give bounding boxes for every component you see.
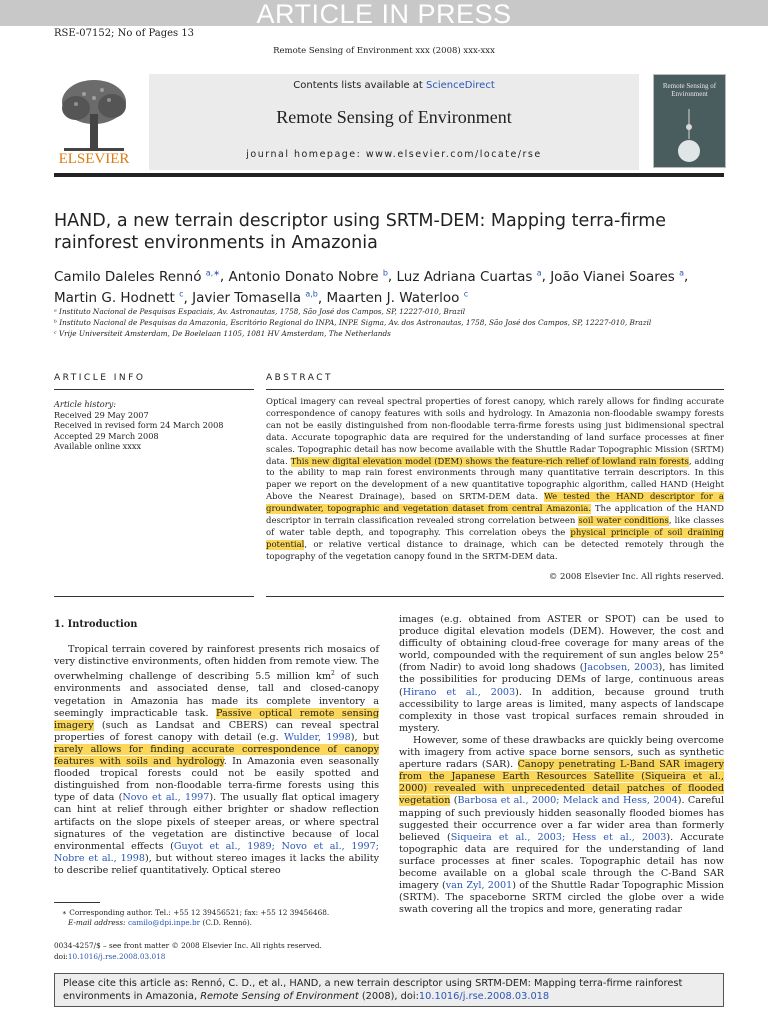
history-item: Received 29 May 2007 xyxy=(54,409,149,420)
cite-doi-link[interactable]: 10.1016/j.rse.2008.03.018 xyxy=(418,991,550,1002)
journal-cover-thumbnail[interactable] xyxy=(653,74,726,168)
contents-prefix: Contents lists available at xyxy=(293,80,427,91)
history-item: Available online xxxx xyxy=(54,441,142,452)
highlight[interactable]: physical principle of soil draining potential xyxy=(266,527,724,550)
email-link[interactable]: camilo@dpi.inpe.br xyxy=(127,918,201,927)
citation-link[interactable]: Siqueira et al., 2003; Hess et al., 2003 xyxy=(450,831,667,843)
cite-journal: Remote Sensing of Environment xyxy=(200,991,359,1002)
author[interactable]: João Vianei Soares $^a$ xyxy=(550,268,685,285)
affiliations xyxy=(54,306,734,339)
author-list: Camilo Daleles Rennó $^{a,∗}$, Antonio Donato Nobre $^b$, Luz Adriana Cuartas $^a$, João Vianei Soares $^a$, Martin G. Hodnett $^c$, Javier Tomasella $^{a,b}$, Maarten J. Waterloo $^c$ xyxy=(54,268,689,306)
affiliation: ᵇ Instituto Nacional de Pesquisas da Amazonia, Escritório Regional do INPA, INPE Sigma, Av. dos Astronautas, 1758, São José dos Campos, SP, 12227-010, Brazil xyxy=(54,318,652,327)
masthead-journal-title: Remote Sensing of Environment xyxy=(276,107,512,127)
abstract-rule xyxy=(266,389,724,390)
abstract-heading: ABSTRACT xyxy=(266,373,334,383)
abstract-bottom-rule xyxy=(266,596,724,597)
journal-citation-line: Remote Sensing of Environment xxx (2008) xxx-xxx xyxy=(273,46,495,56)
citation-link[interactable]: Guyot et al., 1989; Novo et al., 1997; Nobre et al., 1998 xyxy=(54,840,379,864)
affiliation: ᵃ Instituto Nacional de Pesquisas Espaciais, Av. Astronautas, 1758, São José dos Campos, SP, 12227-010, Brazil xyxy=(54,307,466,316)
citation-link[interactable]: van Zyl, 2001 xyxy=(445,880,513,892)
citation-link[interactable]: Wulder, 1998 xyxy=(283,731,351,743)
doi-link[interactable]: 10.1016/j.rse.2008.03.018 xyxy=(67,952,166,961)
footnote-rule xyxy=(54,902,100,903)
abstract-copyright: © 2008 Elsevier Inc. All rights reserved. xyxy=(548,572,724,582)
issn-block: 0034-4257/$ – see front matter © 2008 Elsevier Inc. All rights reserved. doi:10.1016/j.rse.2008.03.018 xyxy=(54,940,384,962)
author[interactable]: Martin G. Hodnett $^c$ xyxy=(54,289,184,306)
article-history xyxy=(54,399,254,452)
author[interactable]: Antonio Donato Nobre $^b$ xyxy=(228,268,388,285)
highlight[interactable]: soil water conditions xyxy=(578,516,669,527)
highlight[interactable]: Canopy penetrating L-Band SAR imagery from the Japanese Earth Resources Satellite (Siqueira et al., 2000) revealed with unprecedented detail patches of flooded vegetation xyxy=(399,759,724,807)
highlight[interactable]: We tested the HAND descriptor for a groundwater, topographic and vegetation dataset from central Amazonia. xyxy=(266,492,724,515)
document-code: RSE-07152; No of Pages 13 xyxy=(54,28,195,39)
corresponding-author: ∗ Corresponding author. Tel.: +55 12 39456521; fax: +55 12 39456468. xyxy=(62,908,330,917)
citation-link[interactable]: Barbosa et al., 2000; Melack and Hess, 2004 xyxy=(457,795,678,807)
masthead xyxy=(149,74,639,170)
journal-homepage[interactable]: journal homepage: www.elsevier.com/locate/rse xyxy=(246,149,542,160)
citation-link[interactable]: Novo et al., 1997 xyxy=(122,792,210,804)
article-info-heading: ARTICLE INFO xyxy=(54,373,146,383)
contents-line xyxy=(149,80,639,91)
journal-header xyxy=(54,74,724,170)
author[interactable]: Camilo Daleles Rennó $^{a,∗}$ xyxy=(54,268,220,285)
cover-art-icon xyxy=(654,105,725,165)
history-item: Accepted 29 March 2008 xyxy=(54,430,159,441)
elsevier-logo[interactable] xyxy=(54,74,134,170)
highlight[interactable]: rarely allows for finding accurate correspondence of canopy features with soils and hydrology xyxy=(54,743,379,768)
citation-link[interactable]: Hirano et al., 2003 xyxy=(402,686,516,698)
highlight[interactable]: This new digital elevation model (DEM) shows the feature-rich relief of lowland rain forests xyxy=(290,456,689,467)
highlight[interactable]: Passive optical remote sensing imagery xyxy=(54,707,380,731)
affiliation: ᶜ Vrije Universiteit Amsterdam, De Boelelaan 1105, 1081 HV Amsterdam, The Netherlands xyxy=(54,329,391,338)
section-heading: 1. Introduction xyxy=(54,619,138,630)
history-label: Article history: xyxy=(54,399,116,409)
citation-box: Please cite this article as: Rennó, C. D., et al., HAND, a new terrain descriptor using SRTM-DEM: Mapping terra-firme rainforest environments in Amazonia, Remote Sensing of Environment (2008), doi:10.1016/j.rse.2008.03.018 xyxy=(54,973,724,1007)
body-column-left: Tropical terrain covered by rainforest presents rich mosaics of very distinctive environments, often hidden from remote view. The overwhelming challenge of describing 5.5 million $km^2$ of such environments and associated dense, tall and closed-canopy vegetation in Amazonia has made its complete inventory a seemingly impracticable task. Passive optical remote sensing imagery (such as Landsat and CBERS) can reveal spectral properties of forest canopy with detail (e.g. Wulder, 1998), but rarely allows for finding accurate correspondence of canopy features with soils and hydrology. In Amazonia even seasonally flooded tropical forests could not be easily spotted and distinguished from non-floodable terra-firme forests using this type of data (Novo et al., 1997). The usually flat optical imagery can hint at relief through either brighter or shadow reflection artifacts on the slope pixels of steeper areas, or where spectral signatures of the vegetation are distinctive because of local environmental effects (Guyot et al., 1989; Novo et al., 1997; Nobre et al., 1998), but without stereo images it lacks the ability to describe relief quantitatively. Optical stereo xyxy=(54,644,380,876)
article-info-rule xyxy=(54,389,254,390)
publisher-name: ELSEVIER xyxy=(58,151,130,167)
cover-title: Remote Sensing of Environment xyxy=(662,82,717,98)
article-in-press-banner: ARTICLE IN PRESS xyxy=(0,0,768,26)
citation-link[interactable]: Jacobsen, 2003 xyxy=(583,662,659,674)
author[interactable]: Maarten J. Waterloo $^c$ xyxy=(326,289,469,306)
sciencedirect-link[interactable]: ScienceDirect xyxy=(426,80,495,91)
body-column-right: images (e.g. obtained from ASTER or SPOT) can be used to produce digital elevation models (DEM). However, the cost and difficulty of obtaining cloud-free coverage for many areas of the world, compounded with the requirement of sun angles below 25° (from Nadir) to avoid long shadows (Jacobsen, 2003), has limited the possibilities for producing DEMs of large, continuous areas (Hirano et al., 2003). In addition, because ground truth accessibility to large areas is limited, many aspects of landscape complexity in those vast tropical surfaces remain shrouded in mystery. However, some of these drawbacks are quickly being overcome with imagery from active space borne sensors, such as synthetic aperture radars (SAR). Canopy penetrating L-Band SAR imagery from the Japanese Earth Resources Satellite (Siqueira et al., 2000) revealed with unprecedented detail patches of flooded vegetation (Barbosa et al., 2000; Melack and Hess, 2004). Careful mapping of such previously hidden seasonally flooded biomes has suggested their occurrence over a far wider area than formerly believed (Siqueira et al., 2003; Hess et al., 2003). Accurate topographic data are required for the understanding of land surface processes at finer scales. Topographic detail has now become available on a global scale through the C-Band SAR imagery (van Zyl, 2001) of the Shuttle Radar Topographic Mission (SRTM). The spaceborne SRTM circled the globe over a wide swath covering all the tropics and more, generating radar xyxy=(399,614,725,916)
history-item: Received in revised form 24 March 2008 xyxy=(54,420,224,431)
abstract-text: Optical imagery can reveal spectral properties of forest canopy, which rarely allows for finding accurate correspondence of canopy features with soils and hydrology. In Amazonia non-floodable swampy forests can not be easily distinguished from non-floodable terra-firme forests using just bidimensional spectral data. Accurate topographic data are required for the understanding of land surface processes at finer scales. Topographic detail has now become available with the Shuttle Radar Topographic Mission (SRTM) data. This new digital elevation model (DEM) shows the feature-rich relief of lowland rain forests, adding to the ability to map rain forest environments through many quantitative terrain descriptors. In this paper we report on the development of a new quantitative topographic algorithm, called HAND (Height Above the Nearest Drainage), based on SRTM-DEM data. We tested the HAND descriptor for a groundwater, topographic and vegetation dataset from central Amazonia. The application of the HAND descriptor in terrain classification revealed strong correlation between soil water conditions, like classes of water table depth, and topography. This correlation obeys the physical principle of soil draining potential, or relative vertical distance to drainage, which can be detected remotely through the topography of the vegetation canopy found in the SRTM-DEM data. xyxy=(266,397,724,562)
author[interactable]: Javier Tomasella $^{a,b}$ xyxy=(192,289,318,306)
author[interactable]: Luz Adriana Cuartas $^a$ xyxy=(396,268,542,285)
paper-title: HAND, a new terrain descriptor using SRTM-DEM: Mapping terra-firme rainforest environments in Amazonia xyxy=(54,211,667,253)
front-matter-line: 0034-4257/$ – see front matter © 2008 Elsevier Inc. All rights reserved. xyxy=(54,941,322,950)
article-info-bottom-rule xyxy=(54,596,254,597)
footnote: ∗ Corresponding author. Tel.: +55 12 39456521; fax: +55 12 39456468. E-mail address: camilo@dpi.inpe.br (C.D. Rennó). xyxy=(54,908,384,928)
header-rule xyxy=(54,173,724,177)
